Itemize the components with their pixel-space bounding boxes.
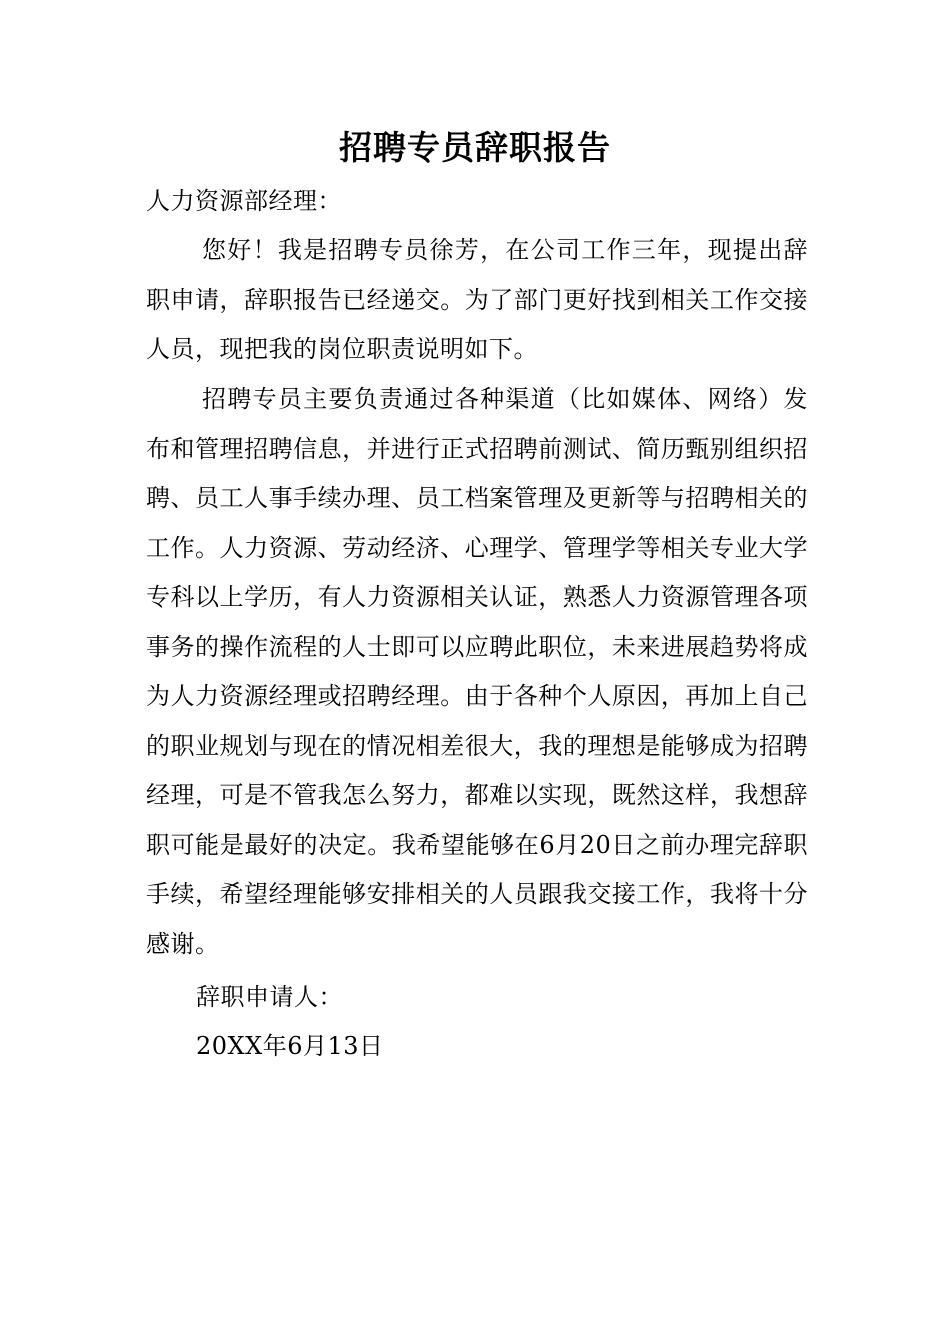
- salutation: 人力资源部经理：: [146, 187, 342, 215]
- document-date: 20XX年6月13日: [196, 1032, 384, 1060]
- document-title: 招聘专员辞职报告: [339, 128, 611, 167]
- signer-label: 辞职申请人：: [196, 983, 343, 1011]
- paragraph-intro: 您好！我是招聘专员徐芳，在公司工作三年，现提出辞职申请，辞职报告已经递交。为了部门更好找到相关工作交接人员，现把我的岗位职责说明如下。: [146, 236, 808, 363]
- paragraph-duties: 招聘专员主要负责通过各种渠道（比如媒体、网络）发布和管理招聘信息，并进行正式招聘前测试、简历甄别组织招聘、员工人事手续办理、员工档案管理及更新等与招聘相关的工作。人力资源、劳动经济、心理学、管理学等相关专业大学专科以上学历，有人力资源相关认证，熟悉人力资源管理各项事务的操作流程的人士即可以应聘此职位，未来进展趋势将成为人力资源经理或招聘经理。由于各种个人原因，再加上自己的职业规划与现在的情况相差很大，我的理想是能够成为招聘经理，可是不管我怎么努力，都难以实现，既然这样，我想辞职可能是最好的决定。我希望能够在6月20日之前办理完辞职手续，希望经理能够安排相关的人员跟我交接工作，我将十分感谢。: [146, 385, 808, 958]
